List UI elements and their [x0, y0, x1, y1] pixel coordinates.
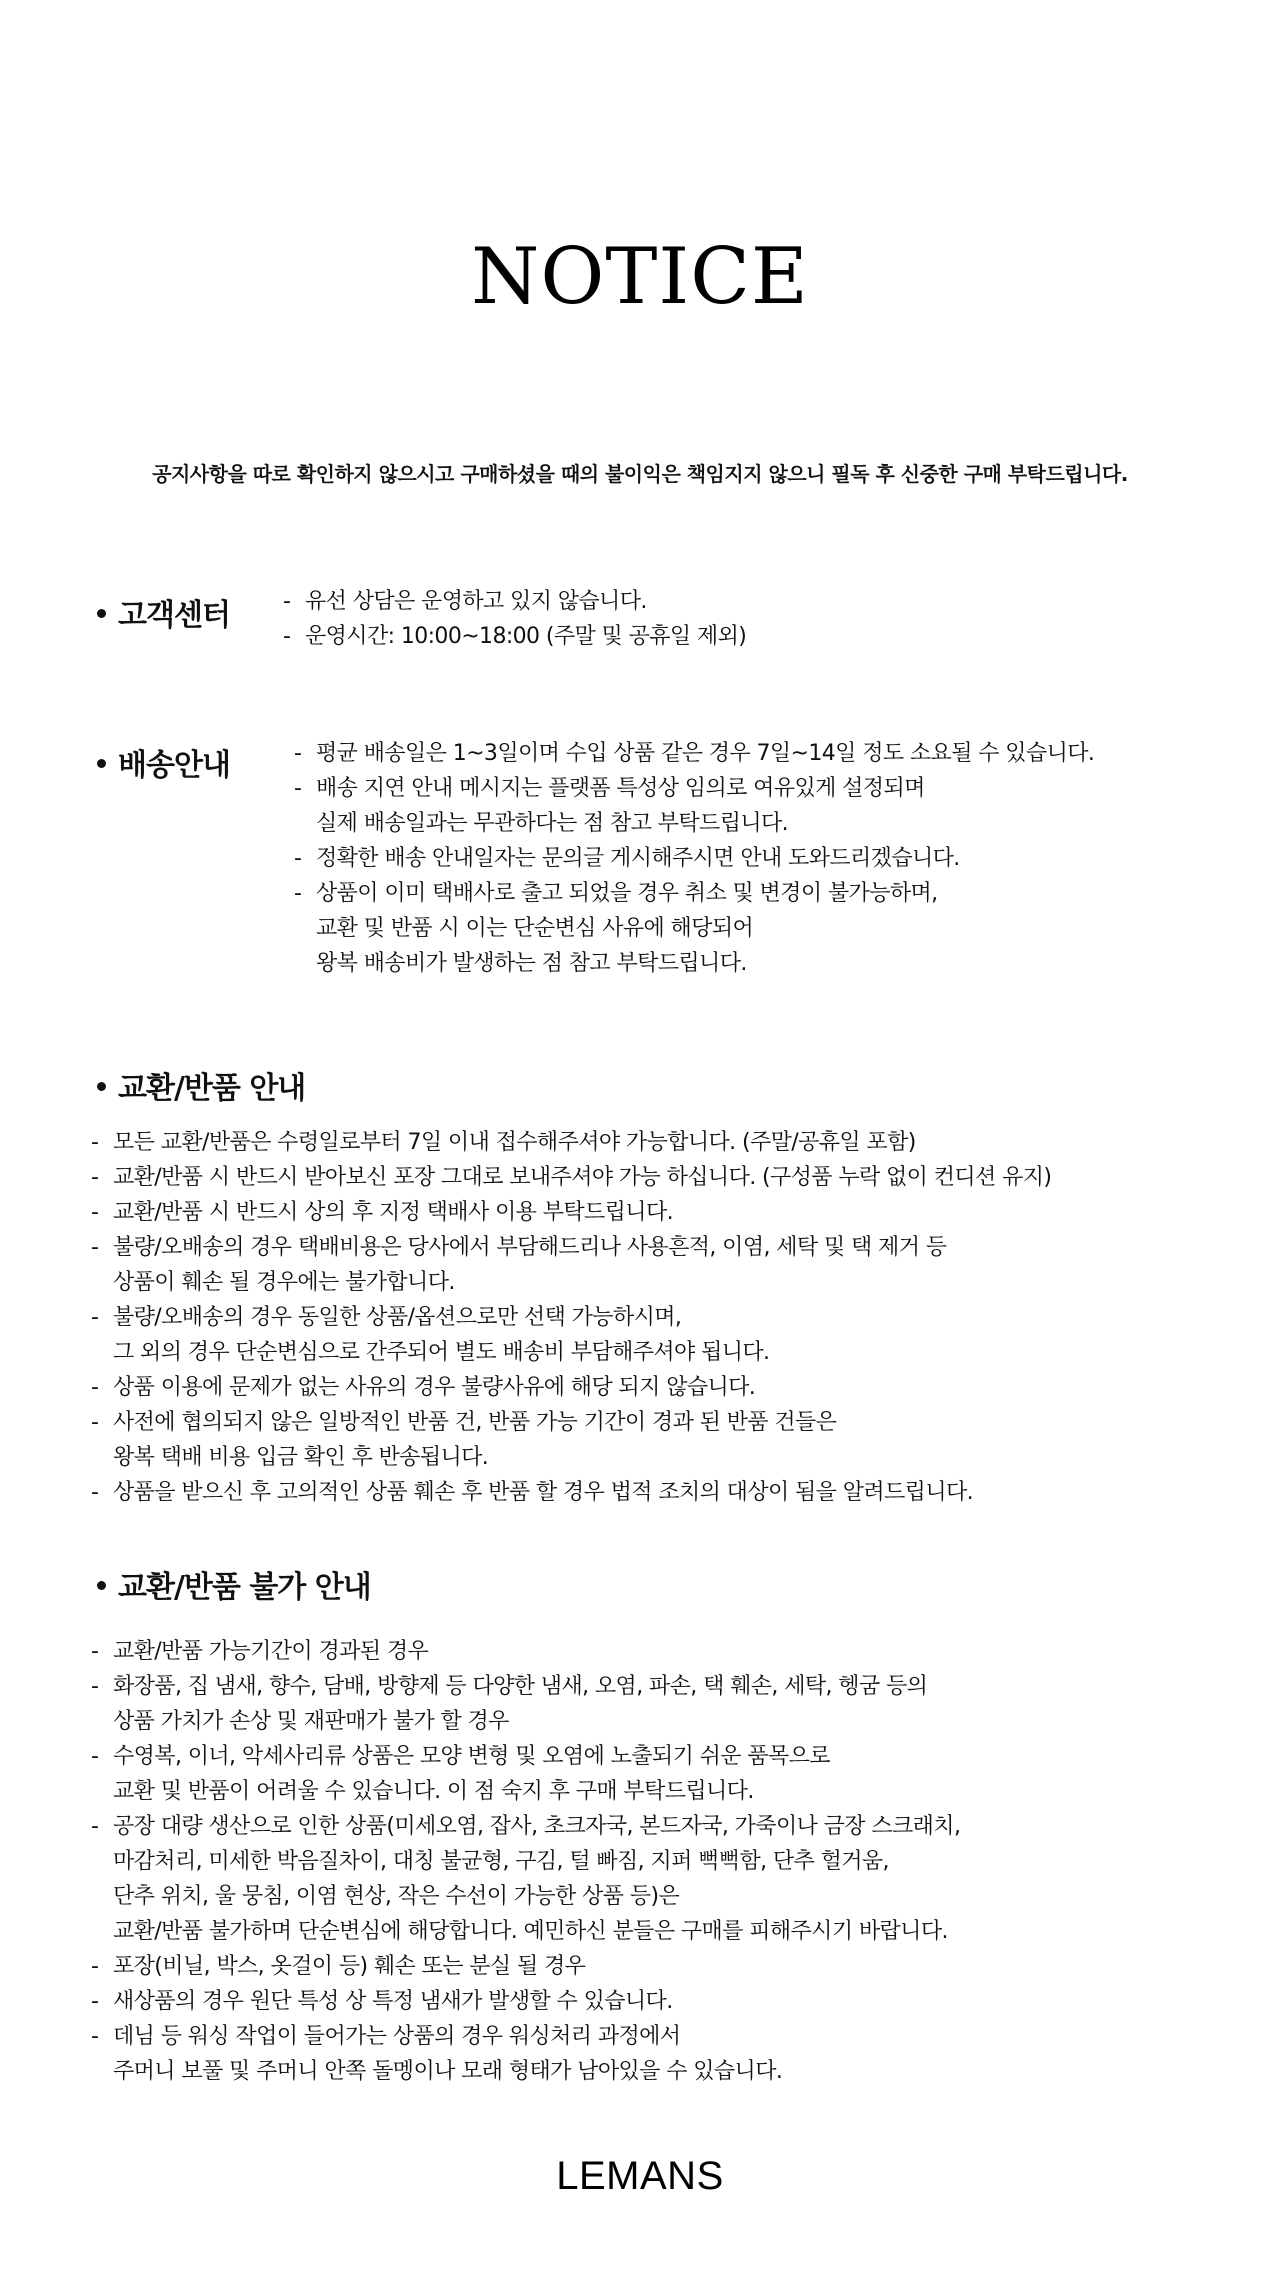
list-item: [91, 1300, 1051, 1370]
list-item-text: 불량/오배송의 경우 택배비용은 당사에서 부담해드리나 사용흔적, 이염, 세탁 및 택 제거 등: [113, 1235, 947, 1260]
dash-marker: -: [91, 1165, 99, 1190]
list-item-text: 수영복, 이너, 악세사리류 상품은 모양 변형 및 오염에 노출되기 쉬운 품목으로: [113, 1744, 830, 1769]
list-item: [294, 771, 1094, 841]
list-item-text: 새상품의 경우 원단 특성 상 특정 냄새가 발생할 수 있습니다.: [113, 1989, 673, 2014]
list-item-text: 사전에 협의되지 않은 일방적인 반품 건, 반품 가능 기간이 경과 된 반품 건들은: [113, 1410, 837, 1435]
list-item: [91, 1739, 960, 1809]
list-item-text: 마감처리, 미세한 박음질차이, 대칭 불균형, 구김, 털 빠짐, 지퍼 뻑뻑함, 단추 헐거움,: [113, 1849, 889, 1874]
list-item-text: 교환/반품 시 반드시 받아보신 포장 그대로 보내주셔야 가능 하십니다. (구성품 누락 없이 컨디션 유지): [113, 1165, 1052, 1190]
notice-subtitle: 공지사항을 따로 확인하지 않으시고 구매하셨을 때의 불이익은 책임지지 않으니 필독 후 신중한 구매 부탁드립니다.: [152, 462, 1128, 486]
list-item-text: 실제 배송일과는 무관하다는 점 참고 부탁드립니다.: [316, 811, 789, 836]
list-item-text: 왕복 배송비가 발생하는 점 참고 부탁드립니다.: [316, 951, 747, 976]
list-item: [91, 1230, 1051, 1300]
dash-marker: -: [91, 1235, 99, 1260]
page-title: NOTICE: [471, 232, 809, 322]
list-item: [91, 1370, 1051, 1405]
list-item-text: 배송 지연 안내 메시지는 플랫폼 특성상 임의로 여유있게 설정되며: [316, 776, 925, 801]
list-item: [91, 1475, 1051, 1510]
list-item: [91, 1195, 1051, 1230]
dash-marker: -: [294, 846, 302, 871]
heading-text: 교환/반품 안내: [118, 1071, 306, 1106]
dash-marker: -: [91, 1375, 99, 1400]
list-item-text: 단추 위치, 울 뭉침, 이염 현상, 작은 수선이 가능한 상품 등)은: [113, 1884, 680, 1909]
dash-marker: -: [91, 1130, 99, 1155]
list-item: [91, 1984, 960, 2019]
list-item: [294, 876, 1094, 981]
dash-marker: -: [91, 1674, 99, 1699]
dash-marker: -: [294, 741, 302, 766]
section-heading-customer-center: [97, 590, 230, 634]
list-item-text: 교환/반품 불가하며 단순변심에 해당합니다. 예민하신 분들은 구매를 피해주시기 바랍니다.: [113, 1919, 948, 1944]
bullet-icon: [97, 609, 106, 618]
list-item-text: 불량/오배송의 경우 동일한 상품/옵션으로만 선택 가능하시며,: [113, 1305, 682, 1330]
list-item: [91, 1125, 1051, 1160]
dash-marker: -: [294, 776, 302, 801]
dash-marker: -: [91, 1744, 99, 1769]
list-item-text: 상품 이용에 문제가 없는 사유의 경우 불량사유에 해당 되지 않습니다.: [113, 1375, 756, 1400]
dash-marker: -: [294, 881, 302, 906]
list-item-text: 교환 및 반품 시 이는 단순변심 사유에 해당되어: [316, 916, 754, 941]
list-item-text: 상품이 이미 택배사로 출고 되었을 경우 취소 및 변경이 불가능하며,: [316, 881, 938, 906]
list-item: [91, 1669, 960, 1739]
bullet-icon: [97, 759, 106, 768]
list-item-text: 공장 대량 생산으로 인한 상품(미세오염, 잡사, 초크자국, 본드자국, 가죽이나 금장 스크래치,: [113, 1814, 961, 1839]
dash-marker: -: [91, 2024, 99, 2049]
list-item-text: 모든 교환/반품은 수령일로부터 7일 이내 접수해주셔야 가능합니다. (주말/공휴일 포함): [113, 1130, 916, 1155]
list-item: [91, 1634, 960, 1669]
list-item-text: 유선 상담은 운영하고 있지 않습니다.: [305, 589, 647, 614]
dash-marker: -: [91, 1410, 99, 1435]
exchange-return-list: [91, 1125, 1051, 1510]
list-item-text: 상품 가치가 손상 및 재판매가 불가 할 경우: [113, 1709, 509, 1734]
section-heading-exchange-return: [97, 1063, 305, 1107]
list-item-text: 정확한 배송 안내일자는 문의글 게시해주시면 안내 도와드리겠습니다.: [316, 846, 960, 871]
list-item: [91, 2019, 960, 2089]
list-item: [91, 1405, 1051, 1475]
list-item: [91, 1809, 960, 1949]
list-item: [294, 841, 1094, 876]
list-item-text: 주머니 보풀 및 주머니 안쪽 돌멩이나 모래 형태가 남아있을 수 있습니다.: [113, 2059, 783, 2084]
brand-logo: LEMANS: [556, 2154, 724, 2198]
section-heading-shipping: [97, 740, 230, 784]
list-item-text: 교환 및 반품이 어려울 수 있습니다. 이 점 숙지 후 구매 부탁드립니다.: [113, 1779, 754, 1804]
list-item-text: 왕복 택배 비용 입금 확인 후 반송됩니다.: [113, 1445, 489, 1470]
dash-marker: -: [91, 1480, 99, 1505]
list-item-text: 운영시간: 10:00~18:00 (주말 및 공휴일 제외): [305, 624, 747, 649]
dash-marker: -: [91, 1989, 99, 2014]
dash-marker: -: [283, 624, 291, 649]
dash-marker: -: [91, 1639, 99, 1664]
section-heading-no-exchange-return: [97, 1562, 371, 1606]
list-item-text: 상품을 받으신 후 고의적인 상품 훼손 후 반품 할 경우 법적 조치의 대상이 됨을 알려드립니다.: [113, 1480, 974, 1505]
list-item-text: 그 외의 경우 단순변심으로 간주되어 별도 배송비 부담해주셔야 됩니다.: [113, 1340, 770, 1365]
list-item-text: 교환/반품 시 반드시 상의 후 지정 택배사 이용 부탁드립니다.: [113, 1200, 674, 1225]
shipping-list: [294, 736, 1094, 981]
heading-text: 교환/반품 불가 안내: [118, 1570, 371, 1605]
list-item: [91, 1160, 1051, 1195]
list-item-text: 상품이 훼손 될 경우에는 불가합니다.: [113, 1270, 455, 1295]
list-item: [283, 584, 746, 619]
heading-text: 고객센터: [118, 598, 230, 633]
heading-text: 배송안내: [118, 748, 230, 783]
bullet-icon: [97, 1082, 106, 1091]
list-item-text: 포장(비닐, 박스, 옷걸이 등) 훼손 또는 분실 될 경우: [113, 1954, 586, 1979]
dash-marker: -: [91, 1814, 99, 1839]
bullet-icon: [97, 1581, 106, 1590]
dash-marker: -: [283, 589, 291, 614]
list-item: [283, 619, 746, 654]
list-item: [91, 1949, 960, 1984]
dash-marker: -: [91, 1305, 99, 1330]
list-item-text: 화장품, 집 냄새, 향수, 담배, 방향제 등 다양한 냄새, 오염, 파손, 택 훼손, 세탁, 헹굼 등의: [113, 1674, 928, 1699]
list-item-text: 데님 등 워싱 작업이 들어가는 상품의 경우 워싱처리 과정에서: [113, 2024, 681, 2049]
no-exchange-return-list: [91, 1634, 960, 2089]
list-item: [294, 736, 1094, 771]
list-item-text: 교환/반품 가능기간이 경과된 경우: [113, 1639, 429, 1664]
dash-marker: -: [91, 1200, 99, 1225]
dash-marker: -: [91, 1954, 99, 1979]
customer-center-list: [283, 584, 746, 654]
list-item-text: 평균 배송일은 1~3일이며 수입 상품 같은 경우 7일~14일 정도 소요될 수 있습니다.: [316, 741, 1095, 766]
